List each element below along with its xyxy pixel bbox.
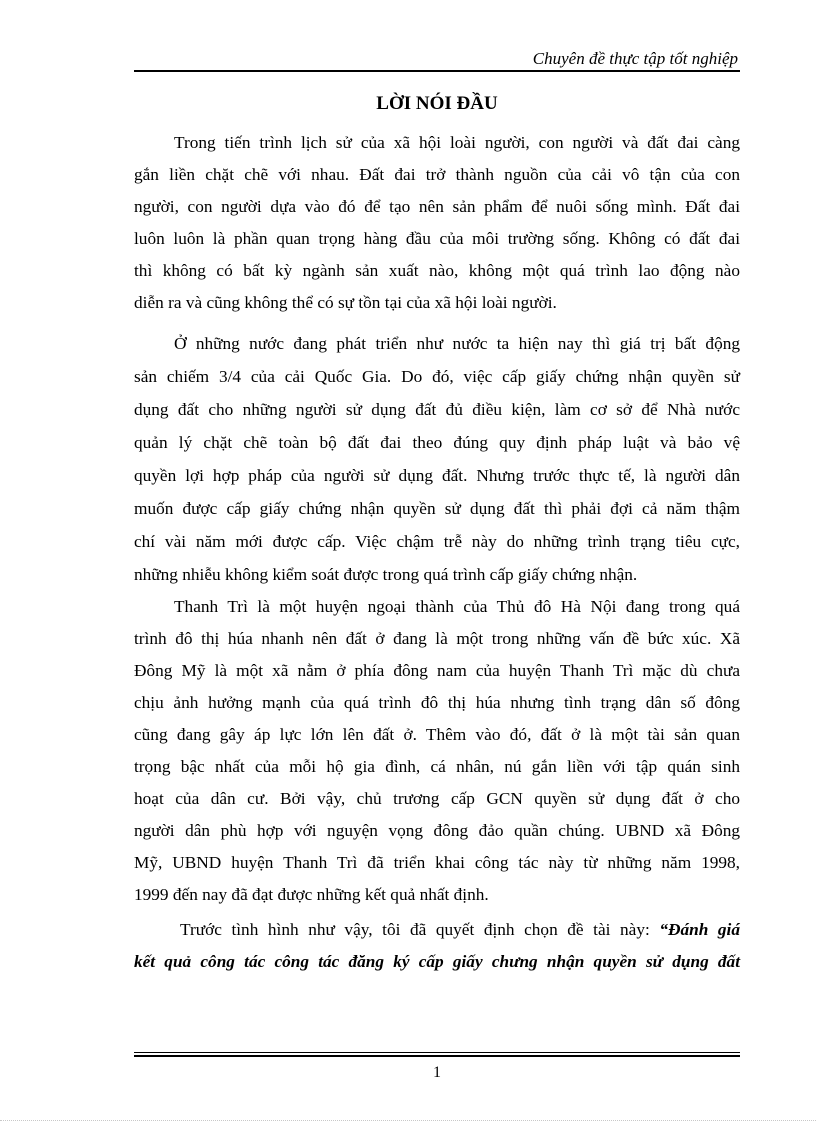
paragraph-line: chí vài năm mới được cấp. Việc chậm trễ này do những trình trạng tiêu cực, [134,532,740,551]
footer-divider-thin [134,1052,740,1053]
paragraph-3 [134,591,740,911]
paragraph-line: trọng bậc nhất của mỗi hộ gia đình, cá nhân, nú gắn liền với tập quán sinh [134,757,740,776]
paragraph-line: thì không có bất kỳ ngành sản xuất nào, không một quá trình lao động nào [134,261,740,280]
document-title: LỜI NÓI ĐẦU [376,93,498,114]
paragraph-line: Ở những nước đang phát triển như nước ta hiện nay thì giá trị bất động [174,334,740,353]
paragraph-line: Mỹ, UBND huyện Thanh Trì đã triển khai công tác này từ những năm 1998, [134,853,740,872]
paragraph-line: 1999 đến nay đã đạt được những kết quả nhất định. [134,885,489,904]
topic-title-continued: kết quả công tác công tác đăng ký cấp giấy chưng nhận quyền sử dụng đất [134,952,740,971]
paragraph-line: diễn ra và cũng không thể có sự tồn tại của xã hội loài người. [134,293,557,312]
topic-title-start: “Đánh giá [659,920,740,939]
paragraph-line: gắn liền chặt chẽ với nhau. Đất đai trở thành nguồn của cải vô tận của con [134,165,740,184]
paragraph-line: muốn được cấp giấy chứng nhận quyền sử dụng đất thì phải đợi cả năm thậm [134,499,740,518]
paragraph-text: Trước tình hình như vậy, tôi đã quyết định chọn đề tài này: [180,920,650,939]
paragraph-line: Thanh Trì là một huyện ngoại thành của Thủ đô Hà Nội đang trong quá [174,597,740,616]
paragraph-line: cũng đang gây áp lực lớn lên đất ở. Thêm vào đó, đất ở là một tài sản quan [134,725,740,744]
header-divider [134,70,740,72]
paragraph-4 [134,914,740,978]
paragraph-line: chịu ảnh hưởng mạnh của quá trình đô thị húa nhưng tình trạng dân số đông [134,693,740,712]
paragraph-line: Trong tiến trình lịch sử của xã hội loài người, con người và đất đai càng [174,133,740,152]
page-boundary [0,1120,816,1121]
paragraph-line: hoạt của dân cư. Bởi vậy, chủ trương cấp GCN quyền sử dụng đất ở cho [134,789,740,808]
paragraph-line: quyền lợi hợp pháp của người sử dụng đất. Nhưng trước thực tế, là người dân [134,466,740,485]
paragraph-line: trình đô thị húa nhanh nên đất ở đang là một trong những vấn đề bức xúc. Xã [134,629,740,648]
paragraph-line: luôn luôn là phần quan trọng hàng đầu của môi trường sống. Không có đất đai [134,229,740,248]
paragraph-2 [134,327,740,591]
paragraph-1 [134,127,740,319]
paragraph-line: người dân phù hợp với nguyện vọng đông đảo quần chúng. UBND xã Đông [134,821,740,840]
paragraph-line: những nhiễu không kiểm soát được trong quá trình cấp giấy chứng nhận. [134,565,638,584]
running-header-title: Chuyên đề thực tập tốt nghiệp [532,49,738,68]
paragraph-line: sản chiếm 3/4 của cải Quốc Gia. Do đó, việc cấp giấy chứng nhận quyền sử [134,367,740,386]
paragraph-line: Đông Mỹ là một xã nằm ở phía đông nam của huyện Thanh Trì mặc dù chưa [134,661,740,680]
footer-divider-thick [134,1055,740,1057]
paragraph-line: quản lý chặt chẽ toàn bộ đất đai theo đúng quy định pháp luật và bảo vệ [134,433,740,452]
paragraph-line: dụng đất cho những người sử dụng đất đủ điều kiện, làm cơ sở để Nhà nước [134,400,740,419]
paragraph-line: người, con người dựa vào đó để tạo nên sản phẩm để nuôi sống mình. Đất đai [134,197,740,216]
page-number: 1 [433,1064,441,1081]
paragraph-line-first [134,914,740,946]
